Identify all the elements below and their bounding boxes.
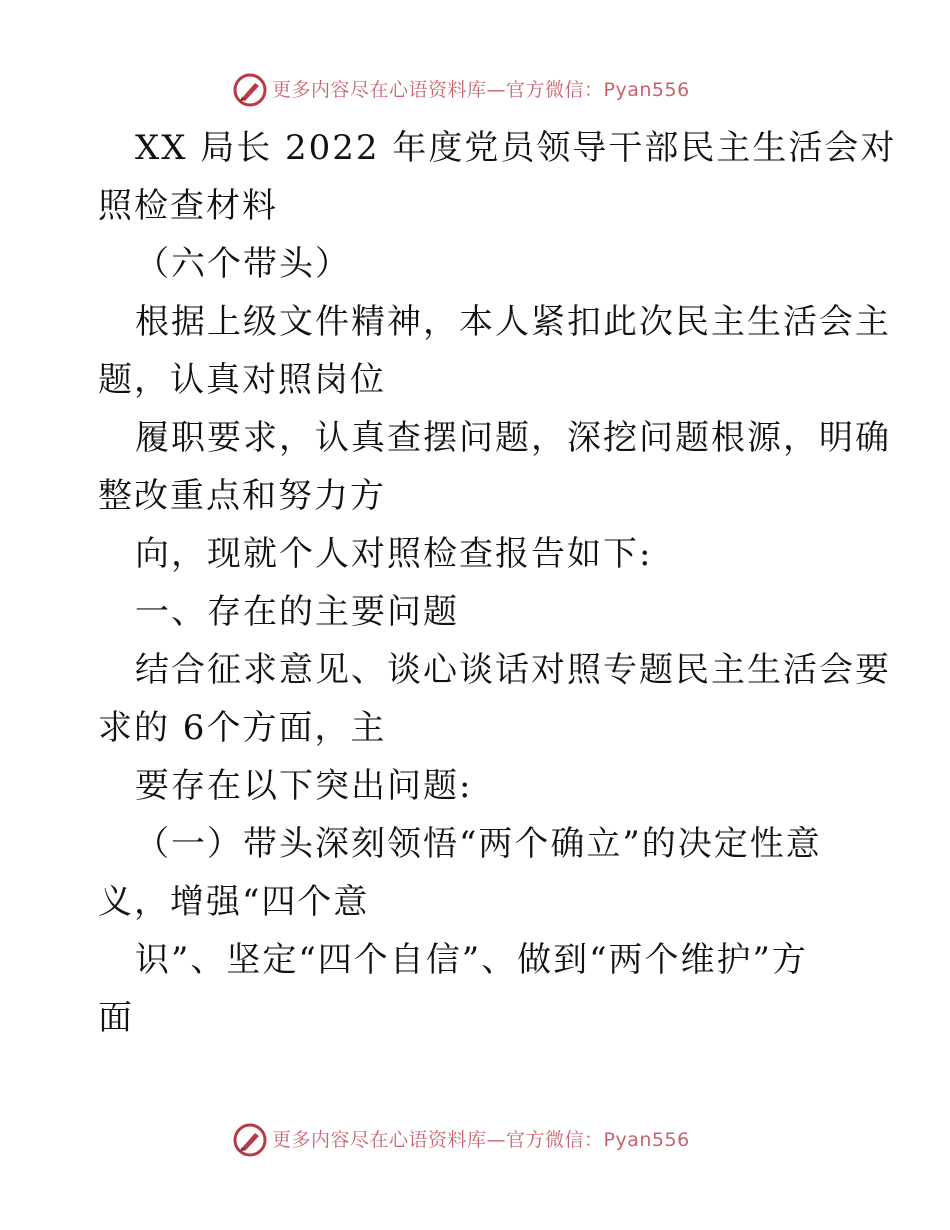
watermark-text: 更多内容尽在心语资料库—官方微信：Pyan556 [272,79,690,101]
subsection-heading-line: 识”、坚定“四个自信”、做到“两个维护”方 [135,940,808,980]
pen-logo-icon [232,72,268,108]
paragraph-line: 向，现就个人对照检查报告如下: [135,534,653,574]
title-line-2: 照检查材料 [98,186,278,226]
paragraph-line: 结合征求意见、谈心谈话对照专题民主生活会要 [135,650,891,690]
subsection-heading-line: 义，增强“四个意 [98,882,370,922]
paragraph-line: 根据上级文件精神，本人紧扣此次民主生活会主 [135,302,891,342]
paragraph-line: 求的 6个方面，主 [98,708,387,748]
watermark-banner-bottom [0,1120,950,1160]
pen-logo-icon [232,1122,268,1158]
paragraph-line: 题，认真对照岗位 [98,360,386,400]
subsection-heading-line: （一）带头深刻领悟“两个确立”的决定性意 [135,824,822,864]
paragraph-line: 履职要求，认真查摆问题，深挖问题根源，明确 [135,418,891,458]
subsection-heading-line: 面 [98,998,134,1038]
section-heading: 一、存在的主要问题 [135,592,459,632]
watermark-text: 更多内容尽在心语资料库—官方微信：Pyan556 [272,1129,690,1151]
paragraph-line: 整改重点和努力方 [98,476,386,516]
title-line-1: XX 局长 2022 年度党员领导干部民主生活会对 [135,128,897,168]
watermark-banner-top [0,70,950,110]
subtitle: （六个带头） [135,244,351,284]
paragraph-line: 要存在以下突出问题: [135,766,473,806]
